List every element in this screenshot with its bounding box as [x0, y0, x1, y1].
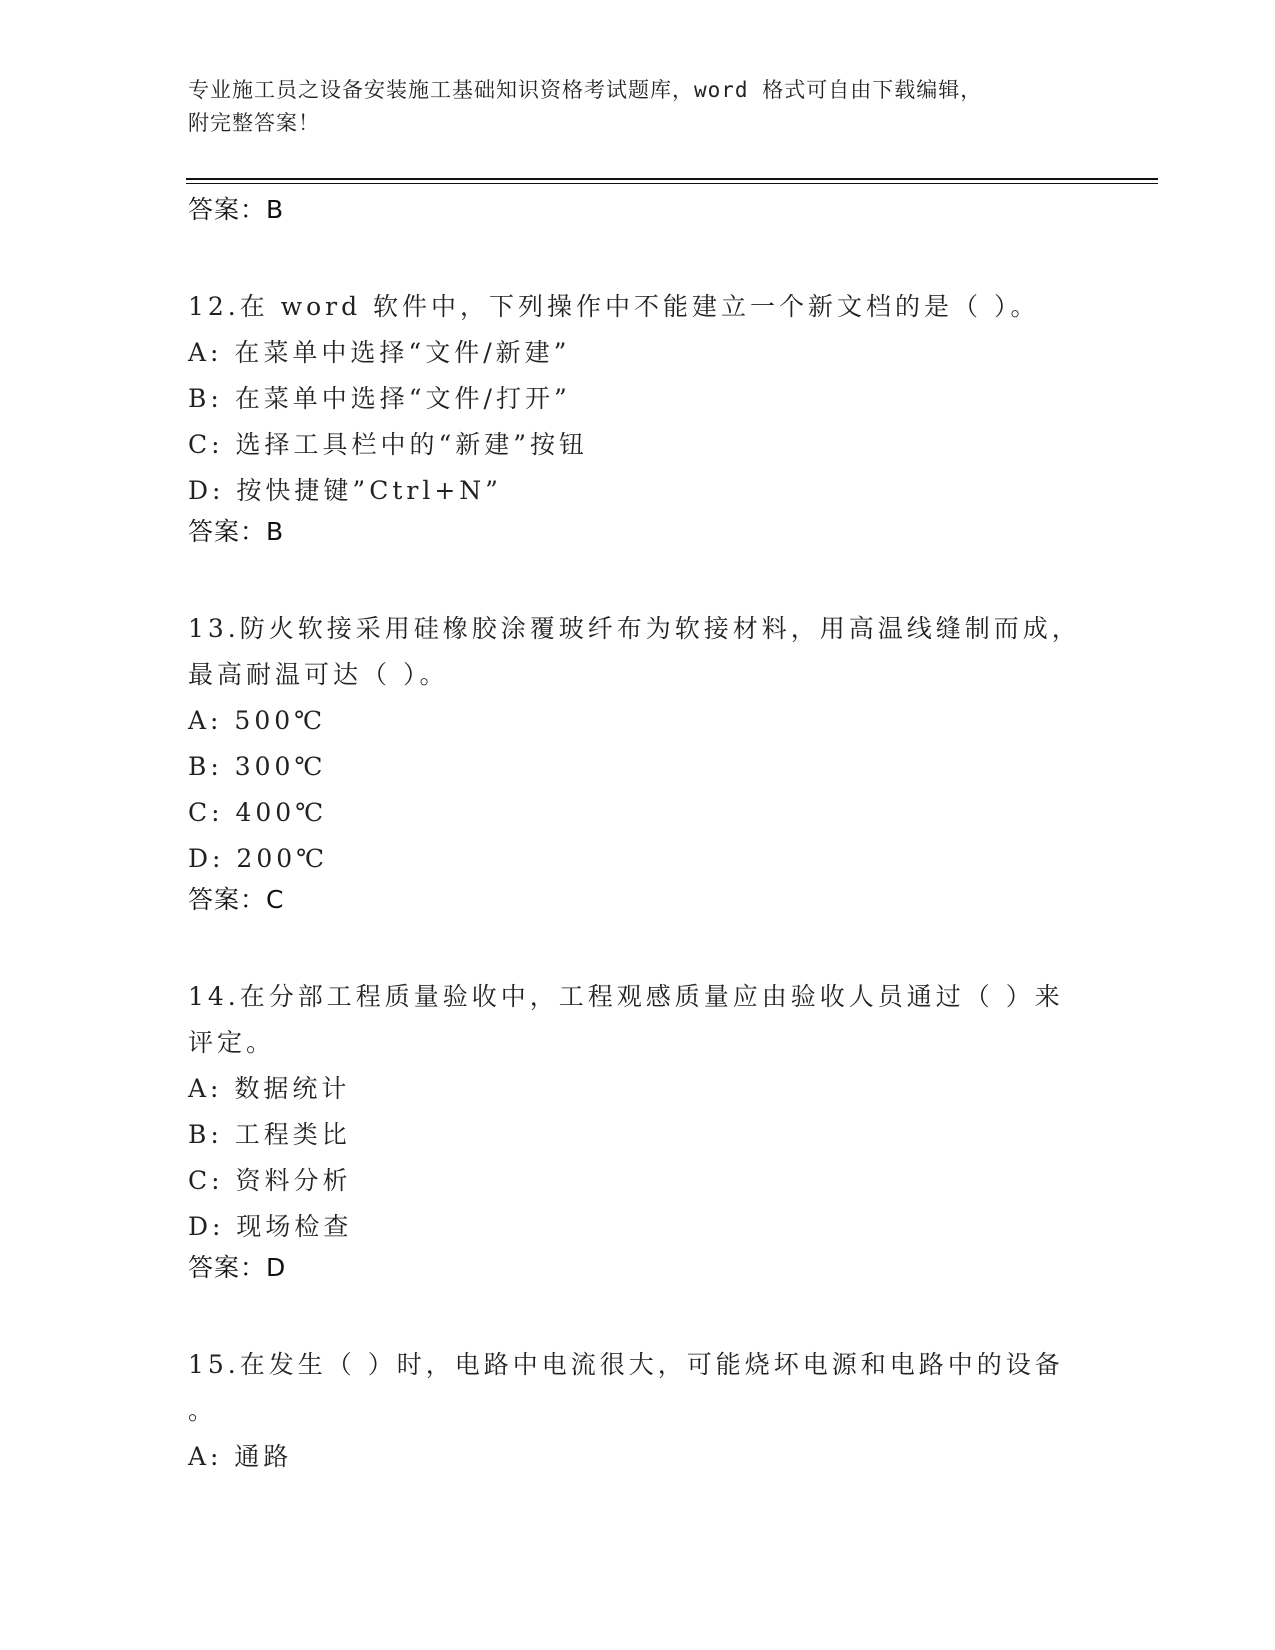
header-divider-thick: [186, 178, 1158, 180]
option-a: A: 在菜单中选择“文件/新建”: [188, 338, 571, 367]
option-b: B: 工程类比: [188, 1120, 351, 1149]
question-item: [188, 606, 1088, 918]
question-stem-line: 。: [188, 1396, 218, 1425]
option-b: B: 在菜单中选择“文件/打开”: [188, 384, 571, 413]
option-a: A: 500℃: [188, 706, 327, 735]
answer: 答案：C: [188, 885, 285, 914]
spacer: [188, 918, 1088, 974]
answer-previous: 答案：B: [188, 195, 285, 224]
document-header: [188, 74, 1068, 140]
answer: 答案：D: [188, 1253, 287, 1282]
question-stem-line: 评定。: [188, 1028, 276, 1057]
question-stem-line: 最高耐温可达（ ）。: [188, 660, 449, 689]
spacer: [188, 550, 1088, 606]
option-c: C: 400℃: [188, 798, 328, 827]
question-item: [188, 974, 1088, 1286]
question-stem-line: 13.防火软接采用硅橡胶涂覆玻纤布为软接材料，用高温线缝制而成，: [188, 614, 1081, 643]
question-stem-line: 14.在分部工程质量验收中，工程观感质量应由验收人员通过（ ）来: [188, 982, 1064, 1011]
question-stem-line: 15.在发生（ ）时，电路中电流很大，可能烧坏电源和电路中的设备: [188, 1350, 1064, 1379]
question-list: [188, 192, 1088, 1480]
option-c: C: 资料分析: [188, 1166, 352, 1195]
option-c: C: 选择工具栏中的“新建”按钮: [188, 430, 589, 459]
option-a: A: 通路: [188, 1442, 293, 1471]
question-stem-line: 12.在 word 软件中，下列操作中不能建立一个新文档的是（ ）。: [188, 292, 1040, 321]
question-stem: [188, 606, 1088, 698]
question-stem: [188, 284, 1088, 330]
header-line-2: 附完整答案！: [188, 111, 320, 135]
option-a: A: 数据统计: [188, 1074, 351, 1103]
spacer: [188, 228, 1088, 284]
option-d: D: 200℃: [188, 844, 329, 873]
answer: 答案：B: [188, 517, 285, 546]
question-stem: [188, 1342, 1088, 1434]
option-b: B: 300℃: [188, 752, 327, 781]
spacer: [188, 1286, 1088, 1342]
option-d: D: 按快捷键”Ctrl+N”: [188, 476, 502, 505]
question-item: [188, 1342, 1088, 1480]
question-stem: [188, 974, 1088, 1066]
header-line-1: 专业施工员之设备安装施工基础知识资格考试题库，word 格式可自由下载编辑，: [188, 78, 983, 102]
question-item: [188, 284, 1088, 550]
header-divider-thin: [186, 183, 1158, 184]
option-d: D: 现场检查: [188, 1212, 353, 1241]
